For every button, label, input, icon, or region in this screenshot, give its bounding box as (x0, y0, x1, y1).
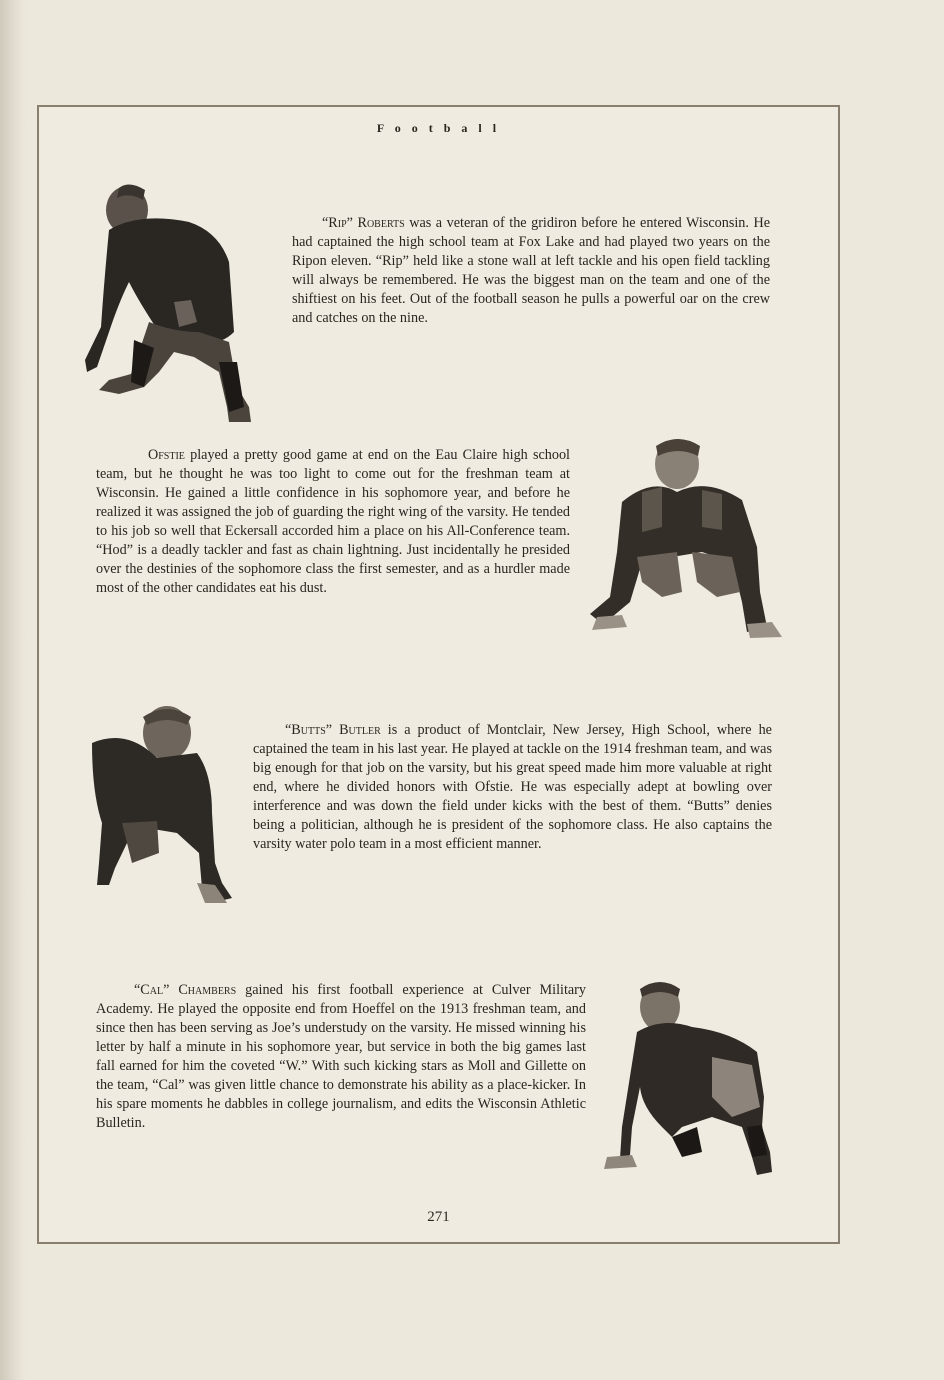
bio-butler-text: is a product of Montclair, New Jersey, High School, where he captained the team in his last year. He played at tackle on the 1914 freshman team, and was big enough for that job on the varsity, but his great speed made him more valuable at right end, where he divided honors with Ofstie. He was especially adept at bowling over interference and was down the field under kicks with the best of them. “Butts” denies being a politician, although he is president of the sophomore class. He also captains the varsity water polo team in a most efficient manner. (253, 722, 772, 852)
player-photo-roberts (79, 182, 279, 427)
player-photo-butler (87, 703, 237, 905)
bio-chambers-text: gained his first football experience at Culver Military Academy. He played the opposite end from Hoeffel on the 1913 freshman team, and since then has been serving as Joe’s understudy on the varsity. He missed winning his letter by half a minute in his sophomore year, but service in both the big games last fall earned for him the coveted “W.” With such kicking stars as Moll and Gillette on the team, “Cal” was given little chance to demonstrate his ability as a place-kicker. In his spare moments he dabbles in college journalism, and edits the Wisconsin Athletic Bulletin. (96, 982, 587, 1131)
page-frame (37, 105, 840, 1244)
player-photo-ofstie (582, 432, 787, 642)
bio-butler-lead: “Butts” Butler (285, 722, 381, 738)
running-head: F o o t b a l l (376, 121, 501, 135)
bio-chambers-lead: “Cal” Chambers (134, 982, 237, 998)
bio-roberts-text: was a veteran of the gridiron before he entered Wisconsin. He had captained the high school team at Fox Lake and had played two years on the Ripon eleven. “Rip” held like a stone wall at left tackle and his open field tackling will always be remembered. He was the biggest man on the team and one of the shiftiest on his feet. Out of the football season he pulls a powerful oar on the crew and catches on the nine. (292, 215, 770, 326)
bio-ofstie-text: played a pretty good game at end on the Eau Claire high school team, but he thought he was too light to come out for the freshman team at Wisconsin. He gained a little confidence in his sophomore year, and before he realized it was assigned the job of guarding the right wing of the varsity. He tended to his job so well that Eckersall accorded him a place on his All-Conference team. “Hod” is a deadly tackler and fast as chain lightning. Just incidentally he presided over the destinies of the sophomore class the first semester, and as a hurdler made most of the other candidates eat his dust. (96, 447, 570, 596)
bio-chambers (96, 981, 586, 1133)
book-spine-shadow (0, 0, 26, 1380)
bio-ofstie-lead: Ofstie (148, 447, 185, 463)
page-number: 271 (427, 1209, 450, 1225)
bio-roberts (292, 214, 770, 328)
player-photo-chambers (602, 977, 784, 1182)
bio-ofstie (96, 446, 570, 598)
bio-roberts-lead: “Rip” Roberts (322, 215, 405, 231)
bio-butler (253, 721, 772, 854)
